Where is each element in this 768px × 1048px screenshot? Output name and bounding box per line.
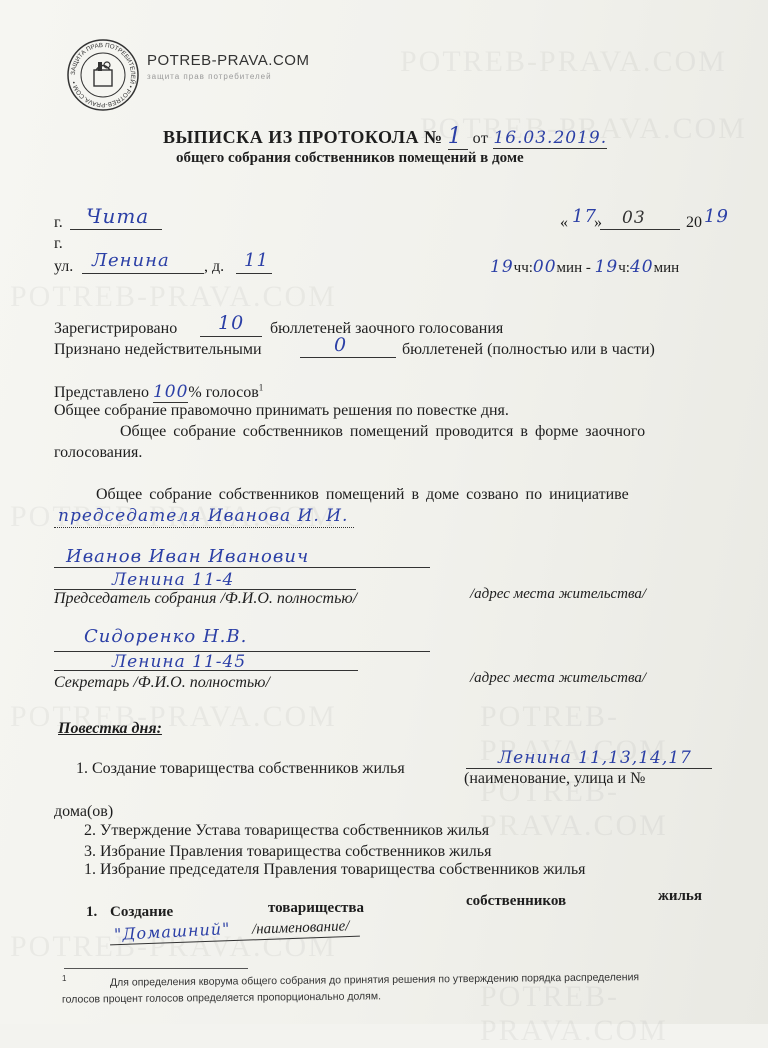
- street-value: Ленина: [92, 250, 170, 271]
- represented-value: 100: [152, 382, 189, 402]
- decision-hint: /наименование/: [251, 918, 350, 938]
- initiative-value: председателя Иванова И. И.: [58, 506, 349, 526]
- agenda-item-1-hint2: дома(ов): [54, 803, 114, 820]
- seal-ring-text: ЗАЩИТА ПРАВ ПОТРЕБИТЕЛЕЙ • POTREB-PRAVA.COM •: [69, 41, 137, 109]
- registered-suffix: бюллетеней заочного голосования: [270, 320, 504, 337]
- house-underline: [236, 273, 272, 274]
- watermark: [400, 45, 727, 79]
- house-label: , д.: [204, 258, 225, 275]
- invalid-value: 0: [334, 334, 348, 356]
- document-subtitle: общего собрания собственников помещений в доме: [176, 150, 524, 166]
- invalid-suffix: бюллетеней (полностью или в части): [402, 341, 655, 358]
- watermark: [10, 280, 337, 314]
- decision-value: "Домашний": [113, 918, 231, 945]
- agenda-item-4: 1. Избрание председателя Правления товарищества собственников жилья: [84, 861, 586, 878]
- logo-site-name: POTREB-PRAVA.COM: [147, 52, 310, 69]
- city-label: г.: [54, 214, 63, 231]
- logo-subtitle: защита прав потребителей: [147, 72, 272, 81]
- decision-word-1: Создание: [110, 904, 174, 920]
- footnote-line1: Для определения кворума общего собрания до принятия решения по утверждению порядка распределения: [109, 971, 640, 989]
- chairman-name: Иванов Иван Иванович: [66, 546, 310, 567]
- footnote-separator: [64, 968, 248, 969]
- footnote-ref: 1: [258, 382, 264, 393]
- svg-text:ЗАЩИТА ПРАВ ПОТРЕБИТЕЛЕЙ • POT: [70, 42, 137, 108]
- meeting-form-line2: голосования.: [54, 444, 143, 461]
- chairman-name-underline: [54, 567, 430, 568]
- agenda-item-3: 3. Избрание Правления товарищества собственников жилья: [84, 843, 492, 860]
- agenda-item-1-underline: [466, 768, 712, 769]
- date-close-quote: »: [594, 214, 602, 231]
- year-prefix: 20: [686, 214, 702, 231]
- chairman-address-label: /адрес места жительства/: [470, 586, 647, 602]
- meeting-form-line1: Общее собрание собственников помещений проводится в форме заочного: [120, 423, 646, 440]
- city2-label: г.: [54, 235, 63, 252]
- potreb-prava-seal-logo: [66, 38, 140, 112]
- city-value: Чита: [86, 204, 150, 228]
- initiative-text: Общее собрание собственников помещений в доме созвано по инициативе: [96, 486, 629, 503]
- street-underline: [82, 273, 204, 274]
- watermark: [480, 980, 768, 1048]
- month-underline: [600, 229, 680, 230]
- agenda-item-2: 2. Утверждение Устава товарищества собственников жилья: [84, 822, 490, 839]
- invalid-label: Признано недействительными: [54, 341, 262, 358]
- secretary-name-label: Секретарь /Ф.И.О. полностью/: [54, 674, 270, 691]
- initiative-underline: [54, 527, 354, 528]
- registered-value: 10: [218, 312, 245, 334]
- day-value: 17: [572, 206, 597, 227]
- year-value: 19: [704, 206, 729, 227]
- registered-underline: [200, 336, 262, 337]
- secretary-address-label: /адрес места жительства/: [470, 670, 647, 686]
- protocol-date: 16.03.2019.: [493, 128, 608, 148]
- house-value: 11: [244, 250, 269, 271]
- decision-word-2: товарищества: [268, 900, 365, 916]
- secretary-address: Ленина 11-45: [112, 652, 247, 672]
- chairman-address: Ленина 11-4: [112, 570, 235, 590]
- date-open-quote: «: [560, 214, 568, 231]
- invalid-underline: [300, 357, 396, 358]
- agenda-item-1-hint: (наименование, улица и №: [464, 770, 646, 787]
- meeting-time: 19чч:00мин - 19ч:40мин: [490, 257, 680, 277]
- chairman-name-label: Председатель собрания /Ф.И.О. полностью/: [54, 590, 358, 607]
- secretary-address-underline: [54, 670, 358, 671]
- decision-word-3: собственников: [466, 893, 567, 909]
- city-underline: [70, 229, 162, 230]
- agenda-heading: Повестка дня:: [58, 720, 162, 737]
- month-value: 03: [622, 208, 646, 228]
- document-title: ВЫПИСКА ИЗ ПРОТОКОЛА № 1 от 16.03.2019.: [163, 124, 608, 149]
- secretary-name: Сидоренко Н.В.: [84, 626, 248, 647]
- represented-line: Представлено 100% голосов$^1$: [54, 382, 264, 402]
- quorum-text: Общее собрание правомочно принимать решения по повестке дня.: [54, 402, 509, 419]
- registered-label: Зарегистрировано: [54, 320, 178, 337]
- agenda-item-1: 1. Создание товарищества собственников жилья: [76, 760, 405, 777]
- street-label: ул.: [54, 258, 74, 275]
- footnote-mark: 1: [62, 974, 67, 983]
- footnote-line2: голосов процент голосов определяется пропорционально долям.: [61, 990, 382, 1006]
- decision-word-4: жилья: [658, 888, 702, 904]
- decision-number: 1.: [86, 904, 98, 920]
- agenda-item-1-value: Ленина 11,13,14,17: [498, 748, 692, 768]
- protocol-number: 1: [448, 124, 468, 150]
